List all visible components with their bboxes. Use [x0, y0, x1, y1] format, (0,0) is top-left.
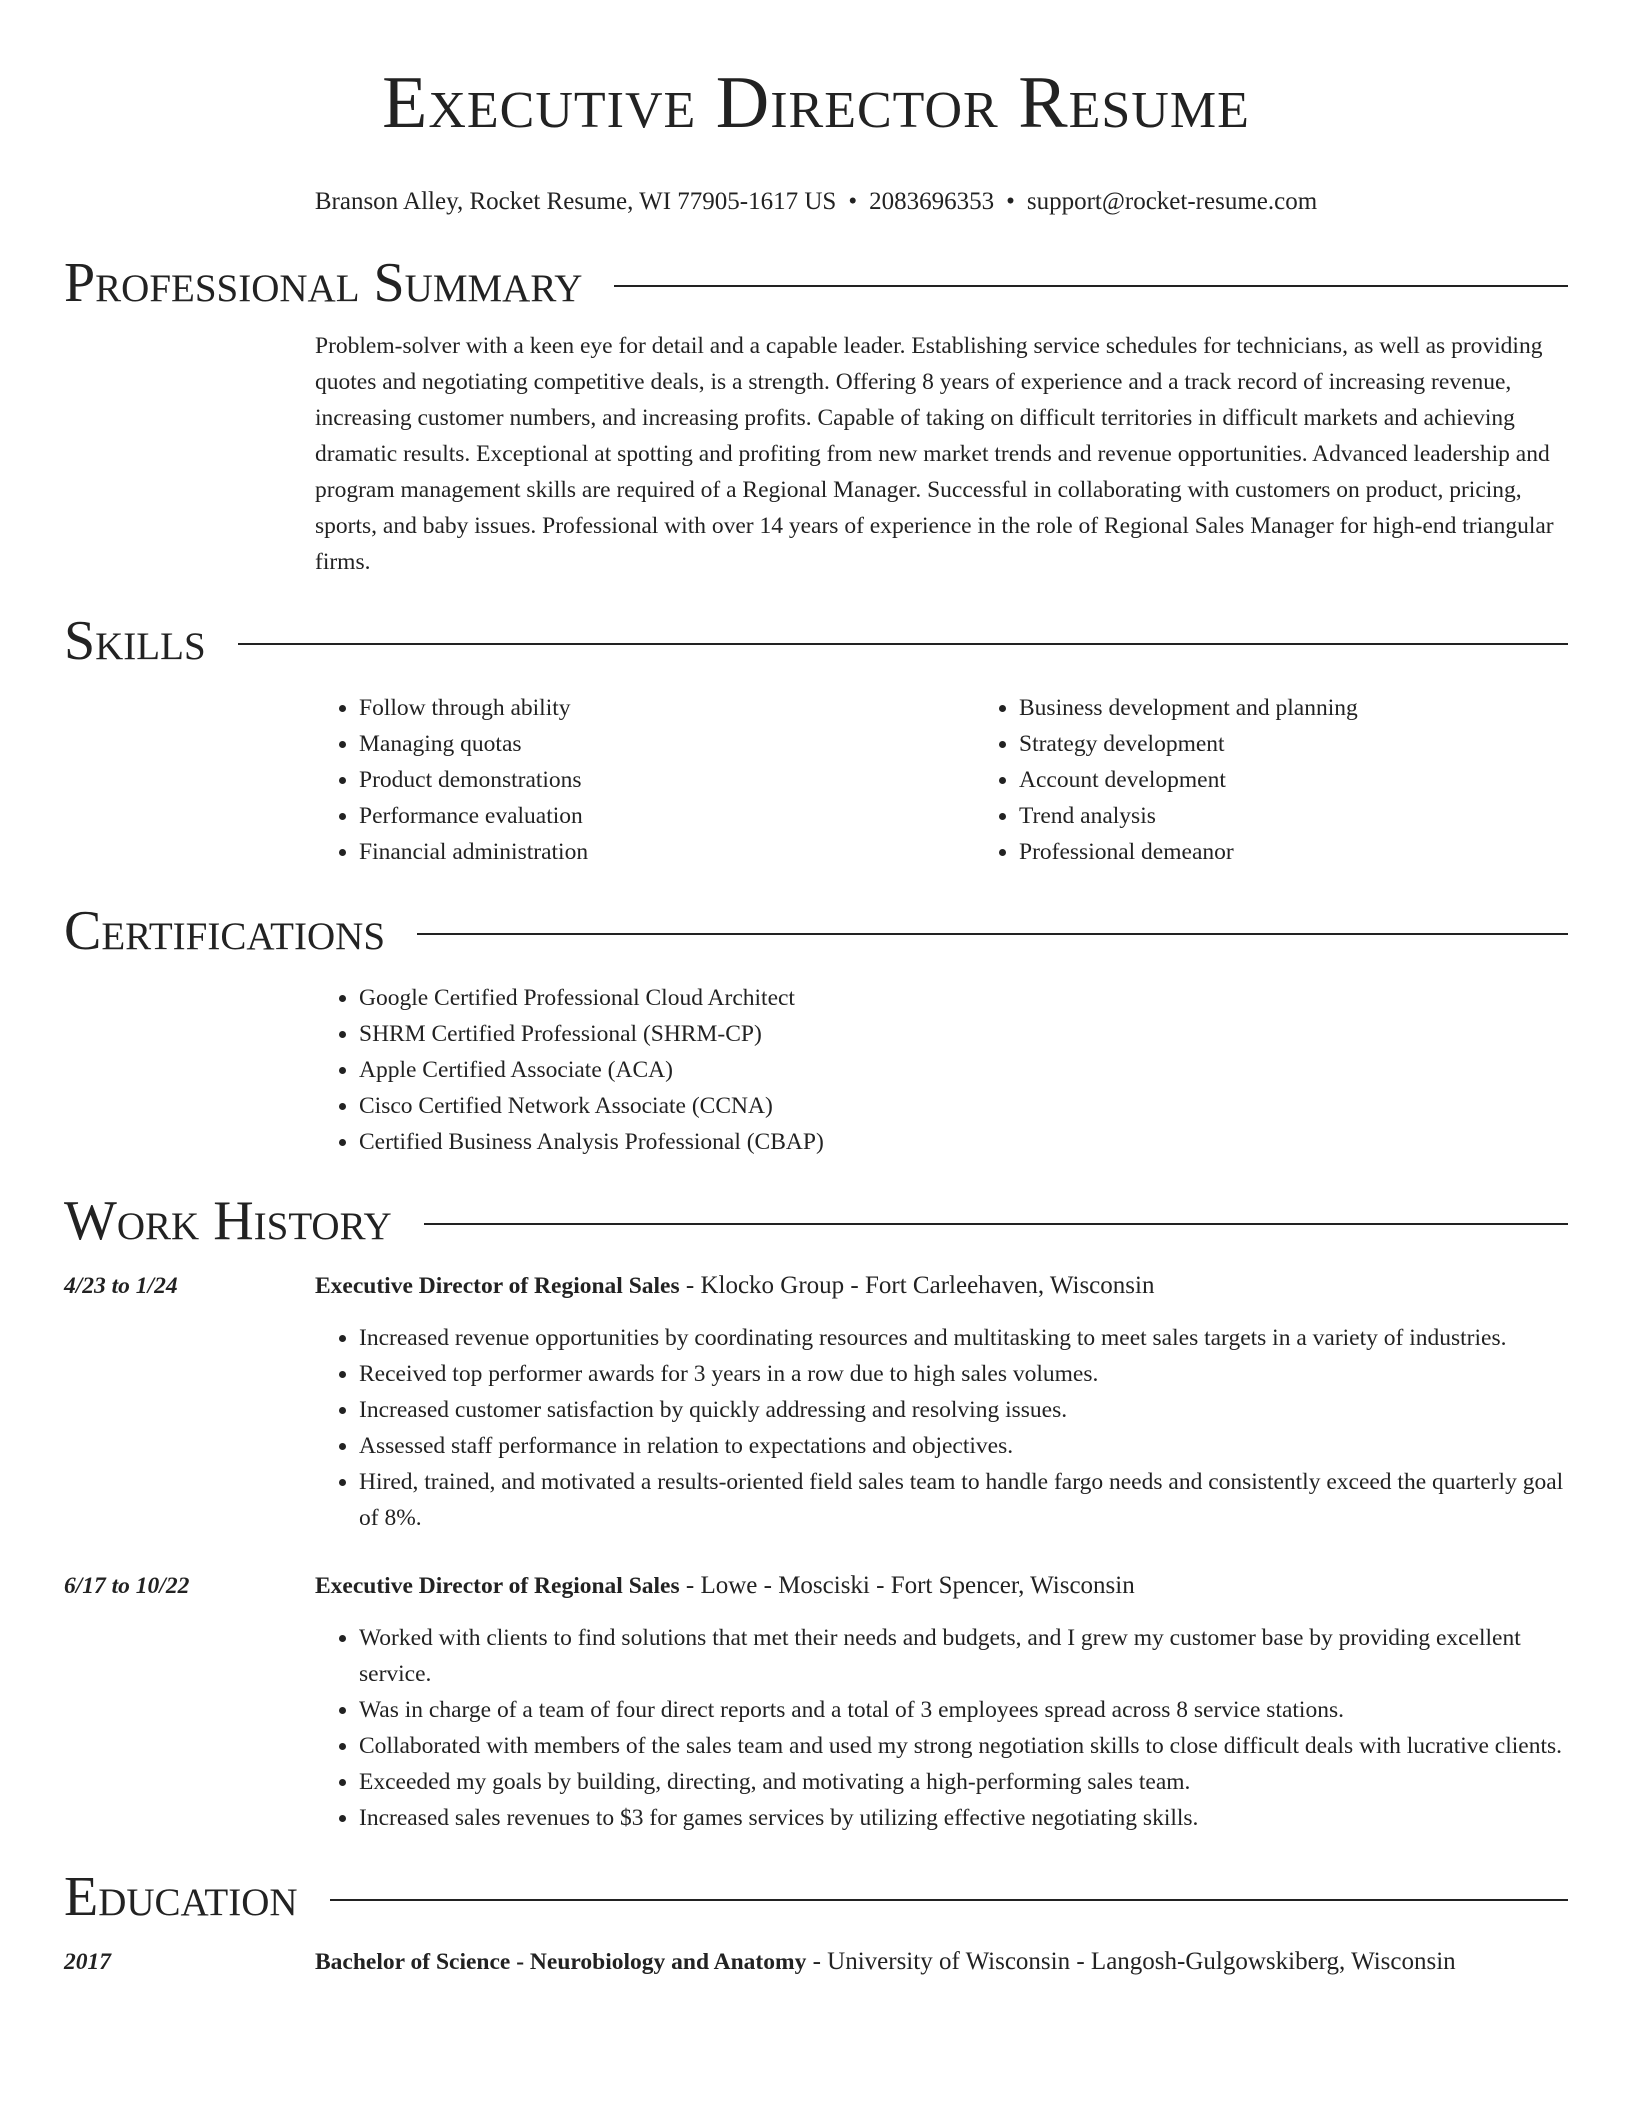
education-degree: Bachelor of Science - Neurobiology and Anatomy: [315, 1949, 807, 1975]
job-role: Executive Director of Regional Sales: [315, 1273, 680, 1299]
contact-address: Branson Alley, Rocket Resume, WI 77905-1617 US: [314, 188, 837, 215]
certification-item: • Google Certified Professional Cloud Architect: [359, 980, 1568, 1016]
job-duty-item: • Increased revenue opportunities by coordinating resources and multitasking to meet sales targets in a variety of industries.: [359, 1320, 1568, 1356]
skill-item: • Trend analysis: [1019, 798, 1632, 834]
contact-separator: •: [1006, 188, 1015, 215]
job-duty-item: • Received top performer awards for 3 years in a row due to high sales volumes.: [359, 1356, 1568, 1392]
section-divider: [330, 1899, 1568, 1901]
summary-heading-row: [64, 250, 1568, 316]
contact-line: [64, 186, 1568, 218]
job-entry: [64, 1568, 1568, 1836]
job-duty-item: • Collaborated with members of the sales team and used my strong negotiation skills to close difficult deals with lucrative clients.: [359, 1728, 1568, 1764]
skills-heading: Skills: [64, 610, 206, 672]
certifications-list: [315, 980, 1568, 1160]
job-duty-item: • Increased customer satisfaction by quickly addressing and resolving issues.: [359, 1392, 1568, 1428]
job-company: - Lowe - Mosciski - Fort Spencer, Wisconsin: [679, 1572, 1135, 1599]
skill-item: • Managing quotas: [359, 726, 975, 762]
job-company: - Klocko Group - Fort Carleehaven, Wisconsin: [679, 1272, 1155, 1299]
education-entry: [64, 1944, 1568, 1980]
job-role: Executive Director of Regional Sales: [315, 1573, 680, 1599]
summary-body: [315, 328, 1568, 580]
skills-list-right: [975, 690, 1632, 870]
job-duty-item: • Worked with clients to find solutions that met their needs and budgets, and I grew my customer base by providing excellent service.: [359, 1620, 1568, 1692]
skill-item: • Follow through ability: [359, 690, 975, 726]
skills-grid: [315, 690, 1568, 870]
skill-item: • Strategy development: [1019, 726, 1632, 762]
certification-item: • Apple Certified Associate (ACA): [359, 1052, 1568, 1088]
job-body: [315, 1568, 1568, 1836]
section-divider: [238, 643, 1568, 645]
education-heading-row: [64, 1864, 1568, 1930]
job-title-line: [315, 1568, 1568, 1604]
work-history-heading-row: [64, 1188, 1568, 1254]
job-body: [315, 1268, 1568, 1536]
section-divider: [424, 1223, 1568, 1225]
skill-item: • Performance evaluation: [359, 798, 975, 834]
certification-item: • SHRM Certified Professional (SHRM-CP): [359, 1016, 1568, 1052]
job-duties-list: [315, 1320, 1568, 1536]
summary-text: Problem-solver with a keen eye for detail and a capable leader. Establishing service schedules for technicians, as well as providing quotes and negotiating competitive deals, is a strength. Offering 8 years of experience and a track record of increasing revenue, increasing customer numbers, and increasing profits. Capable of taking on difficult territories in difficult markets and achieving dramatic results. Exceptional at spotting and profiting from new market trends and revenue opportunities. Advanced leadership and program management skills are required of a Regional Manager. Successful in collaborating with customers on product, pricing, sports, and baby issues. Professional with over 14 years of experience in the role of Regional Sales Manager for high-end triangular firms.: [315, 333, 1554, 575]
certification-item: • Cisco Certified Network Associate (CCNA): [359, 1088, 1568, 1124]
certifications-body: [315, 980, 1568, 1160]
job-title-line: [315, 1268, 1568, 1304]
certifications-section: [64, 898, 1568, 1160]
skills-section: [64, 608, 1568, 870]
job-duty-item: • Hired, trained, and motivated a results-oriented field sales team to handle fargo needs and consistently exceed the quarterly goal of 8%.: [359, 1464, 1568, 1536]
resume-title: Executive Director Resume: [382, 62, 1250, 144]
education-school: - University of Wisconsin - Langosh-Gulgowskiberg, Wisconsin: [806, 1948, 1456, 1975]
summary-section: [64, 250, 1568, 580]
work-history-heading: Work History: [64, 1190, 392, 1252]
certification-item: • Certified Business Analysis Professional (CBAP): [359, 1124, 1568, 1160]
job-entry: [64, 1268, 1568, 1536]
education-line: [315, 1944, 1568, 1980]
skill-item: • Financial administration: [359, 834, 975, 870]
job-duty-item: • Assessed staff performance in relation to expectations and objectives.: [359, 1428, 1568, 1464]
education-section: [64, 1864, 1568, 1980]
education-heading: Education: [64, 1866, 298, 1928]
skills-list-left: [315, 690, 975, 870]
skill-item: • Product demonstrations: [359, 762, 975, 798]
job-duty-item: • Exceeded my goals by building, directing, and motivating a high-performing sales team.: [359, 1764, 1568, 1800]
job-duties-list: [315, 1620, 1568, 1836]
section-divider: [614, 285, 1568, 287]
job-dates: 6/17 to 10/22: [64, 1573, 190, 1599]
skill-item: • Professional demeanor: [1019, 834, 1632, 870]
certifications-heading-row: [64, 898, 1568, 964]
contact-email: support@rocket-resume.com: [1026, 188, 1318, 215]
job-dates: 4/23 to 1/24: [64, 1273, 178, 1299]
contact-separator: •: [848, 188, 858, 215]
section-divider: [417, 933, 1568, 935]
certifications-heading: Certifications: [64, 900, 386, 962]
contact-phone: 2083696353: [869, 188, 995, 215]
education-body: [315, 1944, 1568, 1980]
skill-item: • Account development: [1019, 762, 1632, 798]
job-duty-item: • Increased sales revenues to $3 for games services by utilizing effective negotiating skills.: [359, 1800, 1568, 1836]
summary-heading: Professional Summary: [64, 252, 583, 314]
work-history-section: [64, 1188, 1568, 1836]
skill-item: • Business development and planning: [1019, 690, 1632, 726]
job-duty-item: • Was in charge of a team of four direct reports and a total of 3 employees spread across 8 service stations.: [359, 1692, 1568, 1728]
education-year: 2017: [64, 1949, 111, 1975]
skills-heading-row: [64, 608, 1568, 674]
